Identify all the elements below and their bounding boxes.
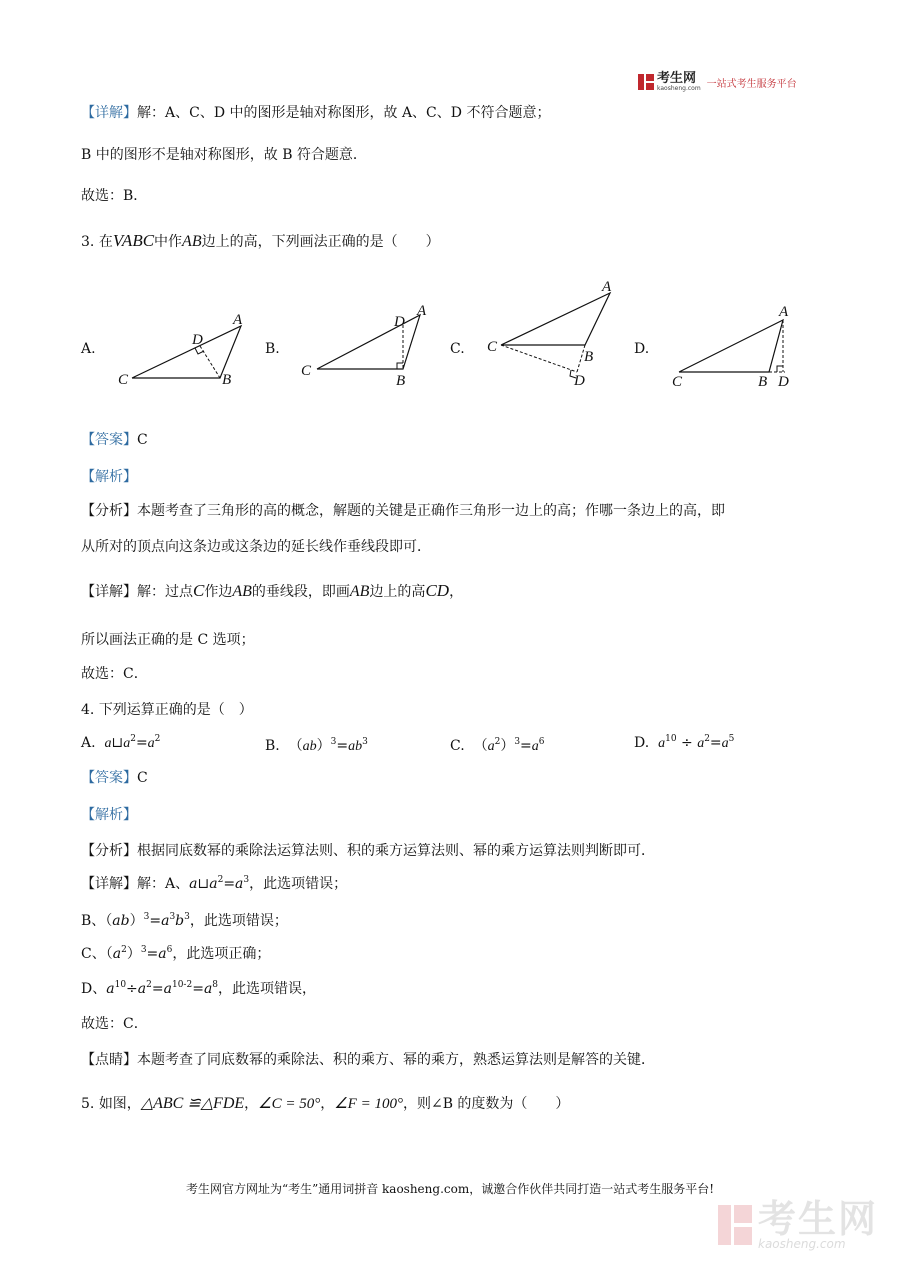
q3-detail-mid3: 边上的高 — [369, 584, 426, 600]
q4-fenxi-text: 根据同底数幂的乘除法运算法则、积的乘方运算法则、幂的乘方运算法则判断即可． — [137, 843, 655, 859]
q4-detail-d-prefix: D、 — [81, 981, 107, 997]
page-footer: 考生网官方网址为“考生”通用词拼音 kaosheng.com，诚邀合作伙伴共同打造一站式考生服务平台! — [185, 1182, 715, 1196]
q3-detail-cd: CD — [425, 581, 450, 600]
q3-stem-pre: 在 — [98, 234, 113, 250]
q3-detail-ab: AB — [232, 583, 252, 600]
q4-choice: 故选：C． — [81, 1016, 148, 1032]
q3-fenxi-line1 — [81, 502, 725, 520]
q3-option-c-label: C. — [450, 341, 465, 357]
fig-b-label-b: B — [396, 373, 406, 389]
q5-stem-post: ，则∠B 的度数为（ ） — [402, 1096, 570, 1112]
q3-figure-a — [110, 300, 260, 395]
q4-dianjing-text: 本题考查了同底数幂的乘除法、积的乘方、幂的乘方，熟悉运算法则是解答的关键． — [137, 1052, 655, 1068]
logo-slogan: 一站式考生服务平台 — [706, 78, 797, 90]
q4-detail-tag: 【详解】 — [81, 876, 137, 892]
q4-detail-a: 【详解】解：A、$a⊔a^2=a^3$，此选项错误； — [81, 875, 348, 892]
q5-number: 5. — [81, 1096, 95, 1112]
fig-a-label-c: C — [118, 372, 129, 388]
q3-stem-triangle: VABC — [112, 231, 155, 250]
q5-stem-angle-c: ∠C = 50° — [258, 1096, 321, 1112]
fig-d-label-a: A — [779, 304, 789, 320]
q3-detail-ab2: AB — [349, 583, 370, 600]
fig-b-label-d: D — [394, 314, 405, 330]
q4-detail-a-prefix: A、 — [165, 876, 190, 892]
q4-answer-line — [81, 769, 148, 787]
q3-detail-mid2: 的垂线段，即画 — [251, 584, 350, 600]
q4-detail-d-verdict: ，此选项错误， — [218, 981, 317, 997]
q4-answer-tag: 【答案】 — [81, 770, 137, 786]
fig-c-label-a: A — [602, 279, 612, 295]
q4-detail-c-prefix: C、 — [81, 946, 106, 962]
q3-option-d-label: D. — [634, 341, 650, 357]
q4-detail-a-verdict: ，此选项错误； — [249, 876, 348, 892]
fig-a-label-d: D — [192, 332, 203, 348]
q4-stem — [81, 701, 253, 719]
q4-detail-d: D、$a^{10}\div a^2=a^{10-2}=a^8$，此选项错误， — [81, 980, 317, 997]
fig-b-label-c: C — [301, 363, 312, 379]
q3-number: 3. — [81, 234, 95, 250]
q4-stem-text: 下列运算正确的是（ ） — [98, 702, 253, 718]
fig-b-label-a: A — [417, 303, 427, 319]
q3-answer: C — [137, 432, 148, 448]
q5-stem-congruence: △ABC ≌△FDE — [140, 1095, 245, 1112]
fig-b-right-angle — [397, 363, 403, 369]
q4-detail-b-verdict: ，此选项错误； — [189, 913, 288, 929]
q4-option-a-label: A. — [81, 735, 96, 751]
fig-d-label-d: D — [778, 374, 789, 390]
q3-detail-mid1: 作边 — [204, 584, 233, 600]
q3-figure-c — [485, 275, 635, 390]
fig-c-label-c: C — [487, 339, 498, 355]
fig-a-altitude — [200, 346, 220, 378]
watermark-name: 考生网 — [758, 1197, 879, 1241]
fig-a-label-a: A — [233, 312, 243, 328]
q4-option-a: A. $a⊔a^2=a^2$ — [81, 734, 161, 751]
q4-analysis-tag: 【解析】 — [81, 807, 137, 823]
q5-stem-pre: 如图， — [98, 1096, 141, 1112]
q2-line2: B 中的图形不是轴对称图形，故 B 符合题意． — [81, 147, 367, 163]
watermark-url: kaosheng.com — [758, 1237, 846, 1251]
q3-stem-post: 边上的高，下列画法正确的是（ ） — [201, 234, 440, 250]
q4-detail-lead: 解： — [137, 876, 165, 892]
fig-c-triangle — [501, 293, 610, 345]
q3-detail-c: C — [193, 581, 205, 600]
q5-stem: 5. 如图，△ABC ≌△FDE，∠C = 50°，∠F = 100°，则∠B 的度数为（ ） — [81, 1095, 570, 1112]
q4-option-d-label: D. — [634, 735, 650, 751]
q4-dianjing-tag: 【点睛】 — [81, 1052, 137, 1068]
q4-option-c: C. $(a^2)^3=a^6$ — [450, 737, 545, 754]
q4-option-c-label: C. — [450, 738, 465, 754]
fig-d-label-b: B — [758, 374, 768, 390]
q2-detail-text: 解：A、C、D 中的图形是轴对称图形，故 A、C、D 不符合题意； — [137, 105, 551, 121]
q3-stem-ab: AB — [182, 233, 202, 250]
q3-detail-pre: 解：过点 — [137, 584, 193, 600]
q4-option-b: B. $(ab)^3=ab^3$ — [265, 737, 368, 754]
fig-d-right-angle — [777, 366, 783, 372]
q3-figure-d — [665, 298, 815, 393]
fig-d-triangle — [679, 320, 783, 372]
logo-mark-icon — [638, 74, 654, 90]
q3-stem — [81, 232, 440, 251]
header-logo — [638, 72, 797, 92]
q4-option-d: D. $a^{10} \div a^2=a^5$ — [634, 734, 735, 751]
q3-line-so: 所以画法正确的是 C 选项； — [81, 632, 255, 648]
fig-c-label-b: B — [584, 349, 594, 365]
q4-dianjing-line — [81, 1051, 655, 1069]
q5-stem-angle-f: ∠F = 100° — [334, 1096, 403, 1112]
q3-choice: 故选：C． — [81, 666, 148, 682]
q3-detail-end: ， — [449, 584, 464, 600]
q2-detail-tag: 【详解】 — [81, 105, 137, 121]
watermark-logo-icon — [718, 1205, 752, 1245]
fig-d-label-c: C — [672, 374, 683, 390]
q4-fenxi-tag: 【分析】 — [81, 843, 137, 859]
q4-detail-c-verdict: ，此选项正确； — [172, 946, 271, 962]
q3-detail-line — [81, 582, 463, 601]
q3-figure-b — [295, 295, 445, 390]
q4-detail-c: C、$(a^2)^3=a^6$，此选项正确； — [81, 945, 271, 962]
fig-c-perpendicular — [501, 345, 577, 372]
q3-fenxi-tag: 【分析】 — [81, 503, 137, 519]
q3-detail-tag: 【详解】 — [81, 584, 137, 600]
q3-fenxi-text1: 本题考查了三角形的高的概念，解题的关键是正确作三角形一边上的高；作哪一条边上的高，即 — [137, 503, 725, 519]
q3-option-b-label: B. — [265, 341, 280, 357]
q4-option-b-label: B. — [265, 738, 280, 754]
q4-detail-b-prefix: B、 — [81, 913, 106, 929]
q2-detail-line — [81, 104, 550, 122]
q4-number: 4. — [81, 702, 95, 718]
q3-option-a-label: A. — [81, 341, 96, 357]
q4-detail-b: B、$(ab)^3=a^3b^3$，此选项错误； — [81, 912, 288, 929]
fig-c-label-d: D — [574, 373, 585, 389]
q3-fenxi-line2: 从所对的顶点向这条边或这条边的延长线作垂线段即可． — [81, 539, 431, 555]
logo-url: kaosheng.com — [657, 85, 701, 92]
q3-analysis-tag: 【解析】 — [81, 469, 137, 485]
q3-answer-line — [81, 431, 148, 449]
q3-stem-mid: 中作 — [154, 234, 183, 250]
q3-answer-tag: 【答案】 — [81, 432, 137, 448]
fig-a-label-b: B — [222, 372, 232, 388]
q2-choice: 故选：B． — [81, 188, 148, 204]
q4-fenxi-line — [81, 842, 655, 860]
fig-a-triangle — [132, 326, 241, 378]
q4-answer: C — [137, 770, 148, 786]
watermark — [718, 1197, 879, 1251]
logo-name: 考生网 — [657, 71, 697, 86]
